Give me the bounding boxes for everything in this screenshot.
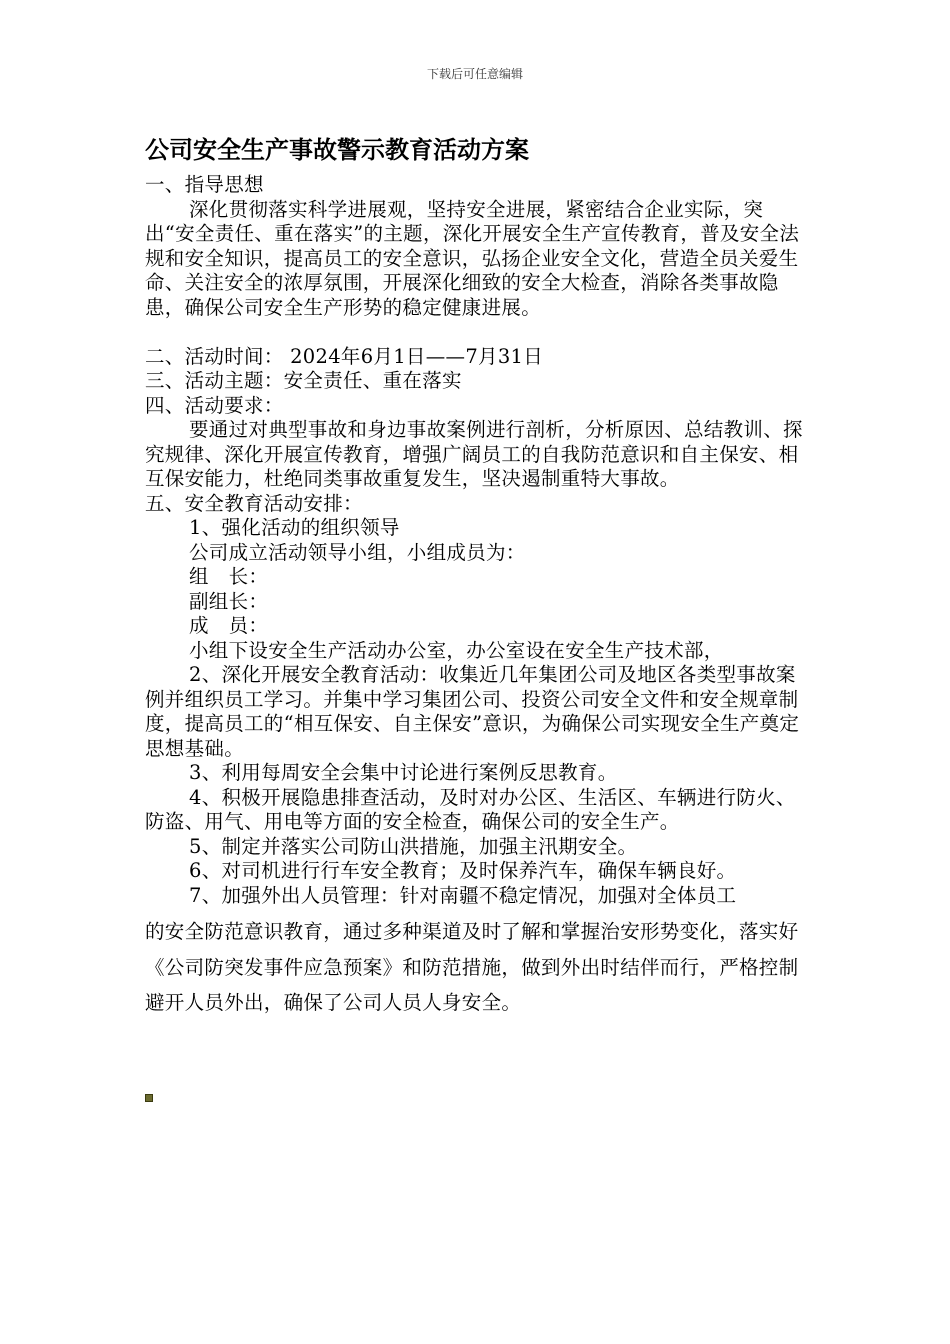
item-6-line: 6、对司机进行行车安全教育；及时保养汽车，确保车辆良好。: [189, 859, 737, 882]
members-line: 成 员：: [189, 614, 269, 637]
item-4-paragraph: 4、积极开展隐患排查活动，及时对办公区、生活区、车辆进行防火、防盗、用气、用电等方面的安全检查，确保公司的安全生产。: [145, 785, 796, 833]
activity-time-line: 二、活动时间： 2024年6月1日——7月31日: [145, 344, 544, 368]
section-heading-requirements: 四、活动要求：: [145, 393, 284, 417]
document-title: 公司安全生产事故警示教育活动方案: [145, 136, 529, 164]
section-heading-guiding-ideology: 一、指导思想: [145, 173, 264, 196]
deputy-leader-line: 副组长：: [189, 589, 269, 613]
office-line: 小组下设安全生产活动办公室，办公室设在安全生产技术部，: [189, 638, 724, 662]
group-leader-line: 组 长：: [189, 565, 269, 588]
header-note: 下载后可任意编辑: [426, 67, 523, 81]
item-7-first-line: 7、加强外出人员管理：针对南疆不稳定情况，加强对全体员工: [189, 883, 737, 907]
item-7-continuation: 的安全防范意识教育，通过多种渠道及时了解和掌握治安形势变化，落实好《公司防突发事件应急预案》和防范措施，做到外出时结伴而行，严格控制避开人员外出，确保了公司人员人身安全。: [145, 920, 799, 1014]
paragraph-gap: [145, 320, 810, 345]
end-marker-icon: [145, 1094, 153, 1102]
item-5-line: 5、制定并落实公司防山洪措施，加强主汛期安全。: [189, 834, 638, 858]
section-heading-arrangements: 五、安全教育活动安排：: [145, 491, 363, 515]
item-1-title: 1、强化活动的组织领导: [189, 516, 400, 539]
requirements-paragraph: 要通过对典型事故和身边事故案例进行剖析，分析原因、总结教训、探究规律、深化开展宣传教育，增强广阔员工的自我防范意识和自主保安、相互保安能力，杜绝同类事故重复发生，坚决遏制重特大事故。: [145, 418, 803, 490]
item-2-paragraph: 2、深化开展安全教育活动：收集近几年集团公司及地区各类型事故案例并组织员工学习。并集中学习集团公司、投资公司安全文件和安全规章制度，提高员工的“相互保安、自主保安”意识，为确保公司实现安全生产奠定思想基础。: [145, 663, 800, 760]
item-1-group-line: 公司成立活动领导小组，小组成员为：: [189, 540, 526, 564]
document-body: [145, 173, 810, 1021]
item-3-line: 3、利用每周安全会集中讨论进行案例反思教育。: [189, 761, 618, 784]
activity-theme-line: 三、活动主题：安全责任、重在落实: [145, 369, 462, 392]
guiding-ideology-paragraph: 深化贯彻落实科学进展观，坚持安全进展，紧密结合企业实际，突出“安全责任、重在落实”的主题，深化开展安全生产宣传教育，普及安全法规和安全知识，提高员工的安全意识，弘扬企业安全文化，营造全员关爱生命、关注安全的浓厚氛围，开展深化细致的安全大检查，消除各类事故隐患，确保公司安全生产形势的稳定健康进展。: [145, 197, 800, 319]
